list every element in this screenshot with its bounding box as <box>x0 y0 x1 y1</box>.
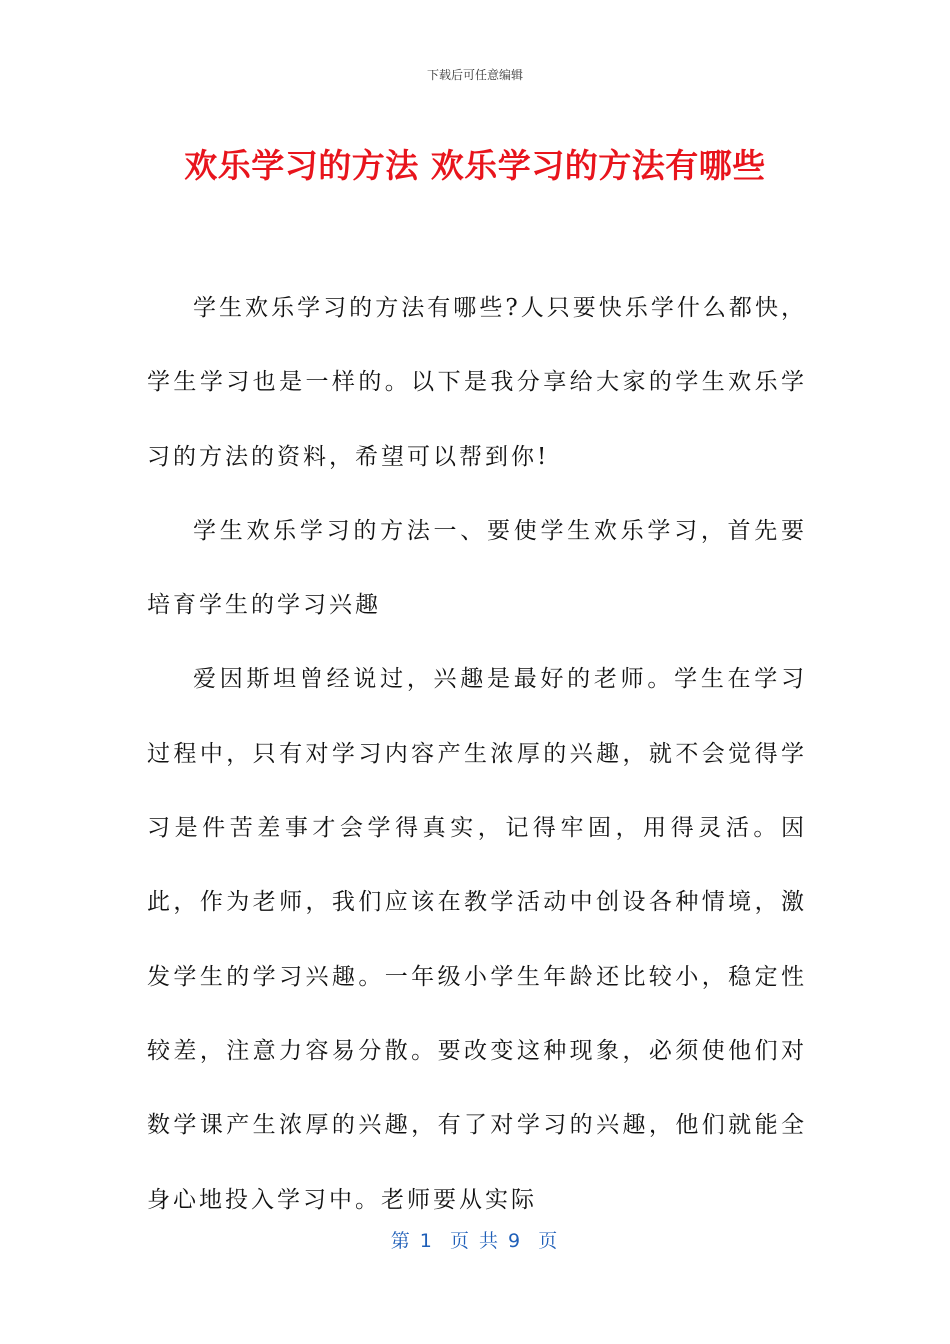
page-number: 第 1 页 共 9 页 <box>390 1230 560 1252</box>
header-note: 下载后可任意编辑 <box>426 68 523 82</box>
paragraph-method-one-heading: 学生欢乐学习的方法一、要使学生欢乐学习，首先要培育学生的学习兴趣 <box>147 517 807 619</box>
paragraph-intro: 学生欢乐学习的方法有哪些?人只要快乐学什么都快，学生学习也是一样的。以下是我分享给大家的学生欢乐学习的方法的资料，希望可以帮到你! <box>147 295 807 470</box>
document-title: 欢乐学习的方法 欢乐学习的方法有哪些 <box>184 146 766 185</box>
paragraph-interest: 爱因斯坦曾经说过，兴趣是最好的老师。学生在学习过程中，只有对学习内容产生浓厚的兴趣，就不会觉得学习是件苦差事才会学得真实，记得牢固，用得灵活。因此，作为老师，我们应该在教学活动中创设各种情境，激发学生的学习兴趣。一年级小学生年龄还比较小，稳定性较差，注意力容易分散。要改变这种现象，必须使他们对数学课产生浓厚的兴趣，有了对学习的兴趣，他们就能全身心地投入学习中。老师要从实际 <box>147 666 807 1213</box>
document-body <box>147 271 807 1237</box>
